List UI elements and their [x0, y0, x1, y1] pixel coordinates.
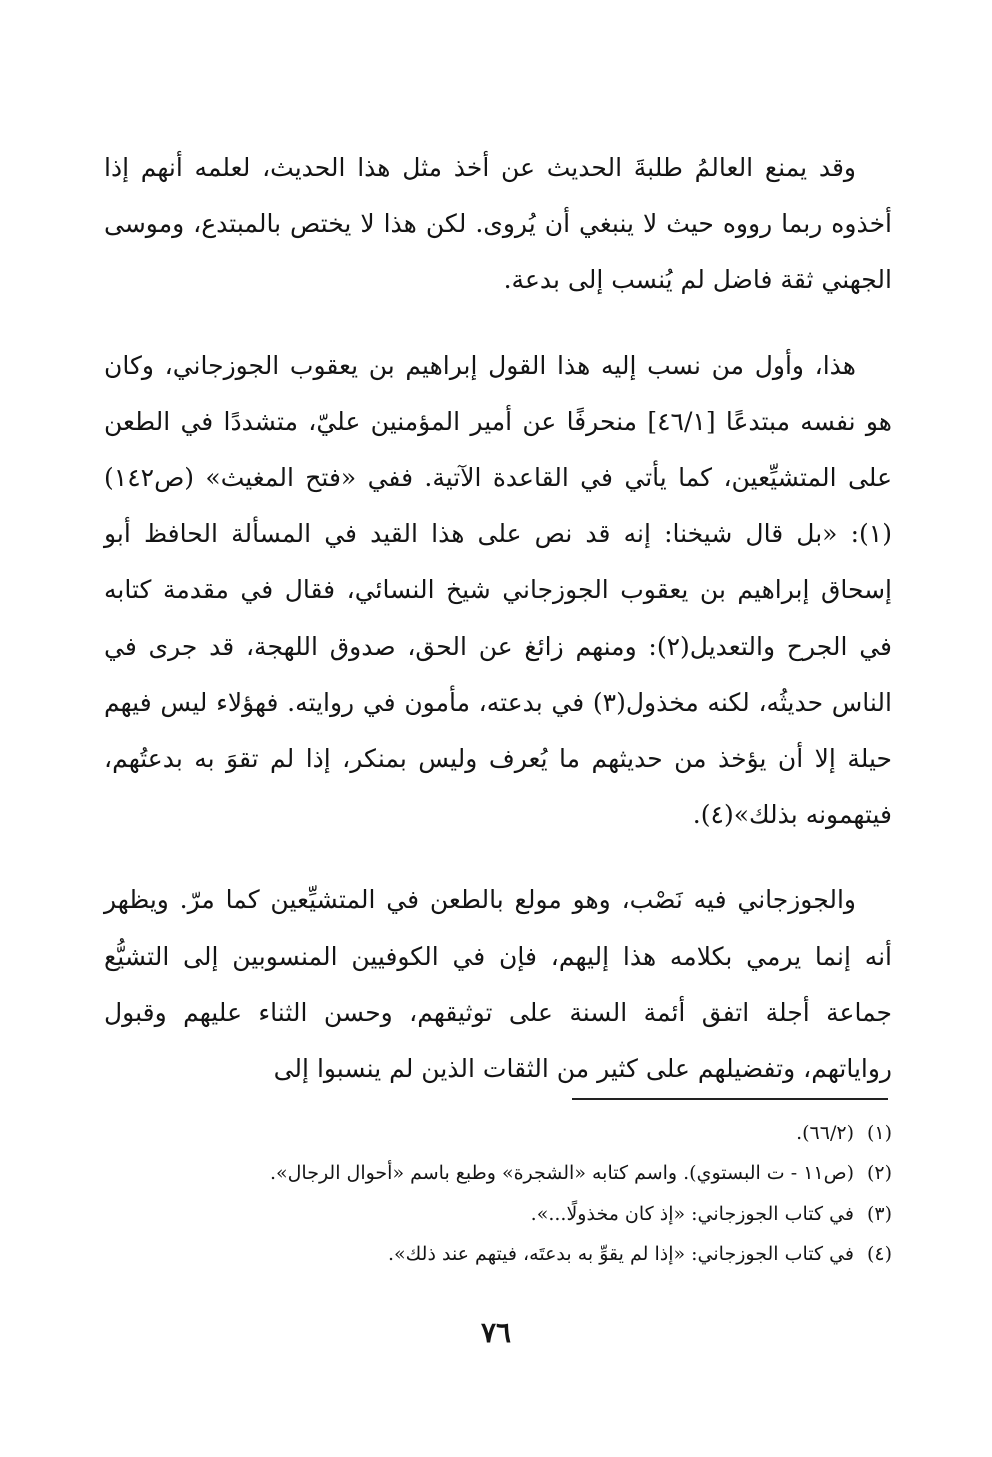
- footnote-separator: [572, 1098, 888, 1100]
- footnote-number: (٤): [866, 1242, 892, 1265]
- footnote-number: (٣): [866, 1202, 892, 1225]
- footnote: [104, 1234, 892, 1274]
- footnote-text: (٦٦/٢).: [796, 1122, 854, 1144]
- footnote-text: (ص١١ - ت البستوي). واسم كتابه «الشجرة» وطبع باسم «أحوال الرجال».: [269, 1162, 854, 1185]
- page-number: ٧٦: [480, 1316, 512, 1349]
- footnote: [104, 1194, 892, 1234]
- footnote-text: في كتاب الجوزجاني: «إذا لم يقوِّ به بدعتَه، فيتهم عند ذلك».: [388, 1242, 854, 1265]
- paragraph: وقد يمنع العالمُ طلبةَ الحديث عن أخذ مثل هذا الحديث، لعلمه أنهم إذا أخذوه ربما رووه حيث لا ينبغي أن يُروى. لكن هذا لا يختص بالمبتدع، وموسى الجهني ثقة فاضل لم يُنسب إلى بدعة.: [104, 153, 892, 295]
- paragraph: هذا، وأول من نسب إليه هذا القول إبراهيم بن يعقوب الجوزجاني، وكان هو نفسه مبتدعًا [٤٦/١] منحرفًا عن أمير المؤمنين عليّ، متشددًا في الطعن على المتشيِّعين، كما يأتي في القاعدة الآتية. ففي «فتح المغيث» (ص١٤٢)(١): «بل قال شيخنا: إنه قد نص على هذا القيد في المسألة الحافظ أبو إسحاق إبراهيم بن يعقوب الجوزجاني شيخ النسائي، فقال في مقدمة كتابه في الجرح والتعديل(٢): ومنهم زائغ عن الحق، صدوق اللهجة، قد جرى في الناس حديثُه، لكنه مخذول(٣) في بدعته، مأمون في روايته. فهؤلاء ليس فيهم حيلة إلا أن يؤخذ من حديثهم ما يُعرف وليس بمنكر، إذا لم تقوَ به بدعتُهم، فيتهمونه بذلك»(٤).: [104, 350, 892, 830]
- footnote: [104, 1153, 892, 1193]
- paragraph: والجوزجاني فيه نَصْب، وهو مولع بالطعن في المتشيِّعين كما مرّ. ويظهر أنه إنما يرمي بكلامه هذا إليهم، فإن في الكوفيين المنسوبين إلى التشيُّع جماعة أجلة اتفق أئمة السنة على توثيقهم، وحسن الثناء عليهم وقبول رواياتهم، وتفضيلهم على كثير من الثقات الذين لم ينسبوا إلى: [104, 885, 892, 1084]
- footnote-number: (٢): [866, 1162, 892, 1185]
- footnotes: [104, 1113, 892, 1274]
- footnote-number: (١): [866, 1122, 892, 1144]
- main-text: [104, 140, 892, 1097]
- footnote-text: في كتاب الجوزجاني: «إذ كان مخذولًا...».: [530, 1202, 854, 1225]
- footnote: [104, 1113, 892, 1153]
